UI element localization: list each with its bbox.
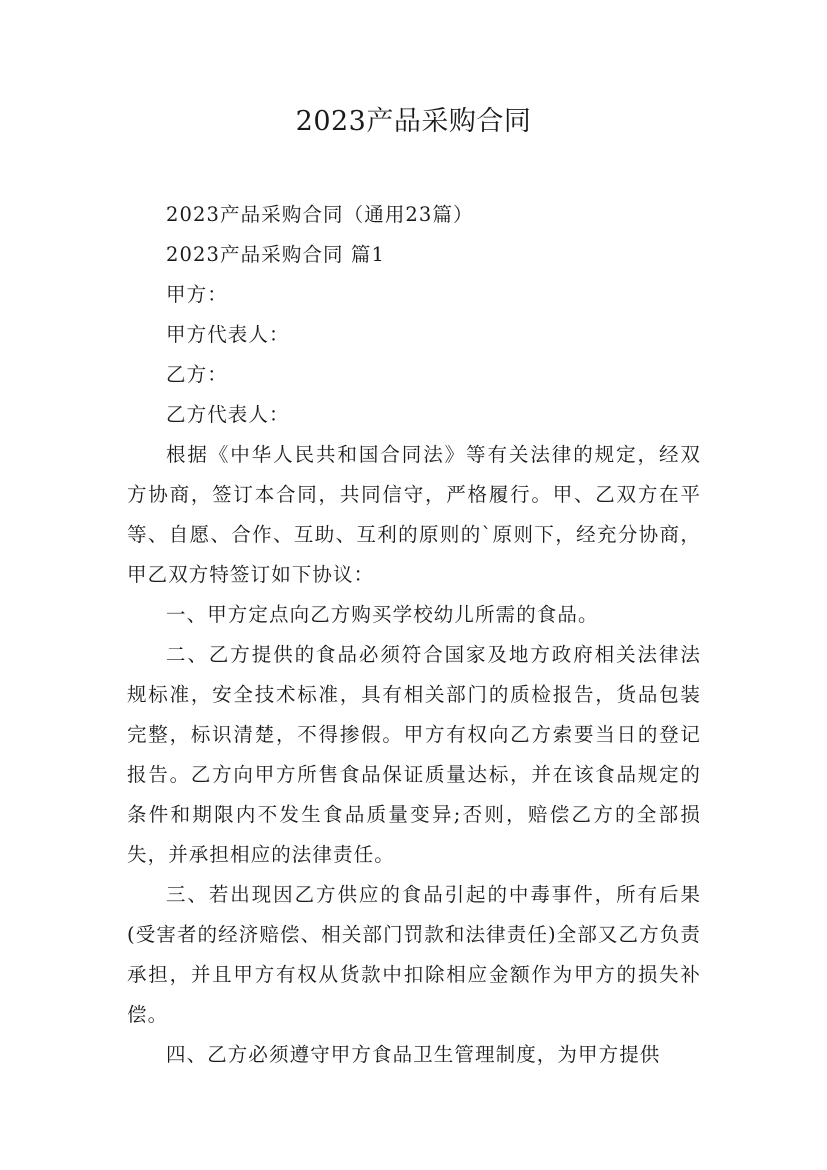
document-body xyxy=(127,195,701,1075)
paragraph-subtitle: 2023产品采购合同（通用23篇） xyxy=(166,203,474,226)
paragraph-party-a-representative: 甲方代表人： xyxy=(166,323,290,346)
paragraph-section-heading: 2023产品采购合同 篇1 xyxy=(166,243,386,266)
paragraph-party-a: 甲方： xyxy=(166,283,228,306)
paragraph-clause-2: 二、乙方提供的食品必须符合国家及地方政府相关法律法规标准，安全技术标准，具有相关部门的质检报告，货品包装完整，标识清楚，不得掺假。甲方有权向乙方索要当日的登记报告。乙方向甲方所售食品保证质量达标，并在该食品规定的条件和期限内不发生食品质量变异;否则，赔偿乙方的全部损失，并承担相应的法律责任。 xyxy=(127,643,701,866)
paragraph-clause-1: 一、甲方定点向乙方购买学校幼儿所需的食品。 xyxy=(166,603,599,626)
paragraph-clause-4: 四、乙方必须遵守甲方食品卫生管理制度，为甲方提供 xyxy=(166,1043,661,1066)
paragraph-preamble: 根据《中华人民共和国合同法》等有关法律的规定，经双方协商，签订本合同，共同信守，严格履行。甲、乙双方在平等、自愿、合作、互助、互利的原则的`原则下，经充分协商，甲乙双方特签订如下协议： xyxy=(127,443,701,586)
paragraph-party-b: 乙方： xyxy=(166,363,228,386)
paragraph-party-b-representative: 乙方代表人： xyxy=(166,403,290,426)
document-title: 2023产品采购合同 xyxy=(295,106,532,137)
paragraph-clause-3: 三、若出现因乙方供应的食品引起的中毒事件，所有后果(受害者的经济赔偿、相关部门罚款和法律责任)全部又乙方负责承担，并且甲方有权从货款中扣除相应金额作为甲方的损失补偿。 xyxy=(127,883,701,1026)
